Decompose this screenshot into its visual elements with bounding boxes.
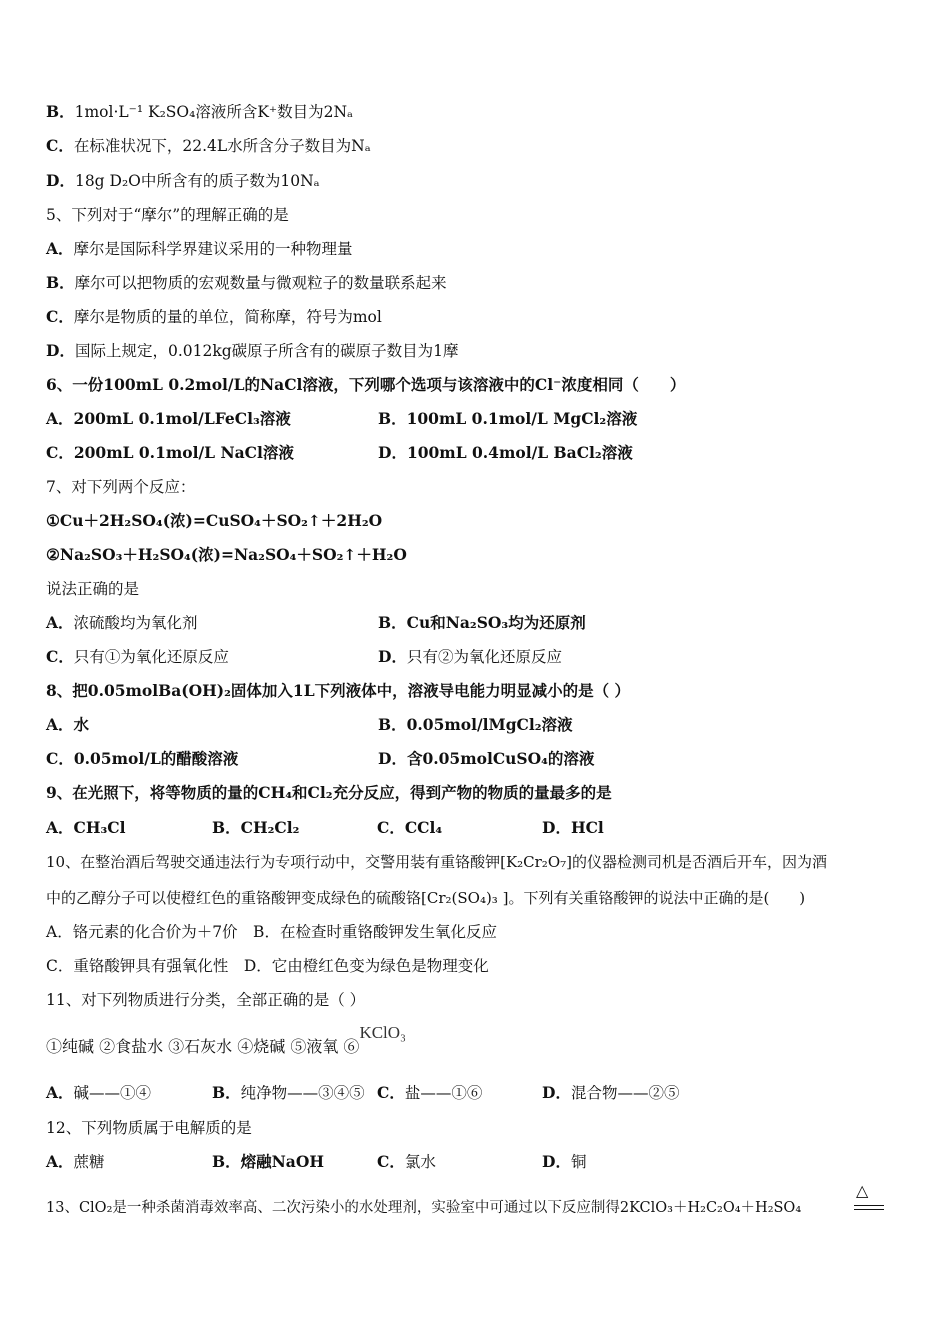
q7-stem: 7、对下列两个反应：	[46, 478, 196, 496]
option-text: 1mol·L⁻¹ K₂SO₄溶液所含K⁺数目为2Nₐ	[74, 103, 353, 121]
q13-stem: 13、ClO₂是一种杀菌消毒效率高、二次污染小的水处理剂，实验室中可通过以下反应制得2KClO₃＋H₂C₂O₄＋H₂SO₄	[46, 1200, 802, 1216]
q12-stem: 12、下列物质属于电解质的是	[46, 1119, 252, 1137]
q6-option-c: 200mL 0.1mol/L NaCl溶液	[73, 443, 294, 462]
q12-option-b: 熔融NaOH	[240, 1152, 324, 1171]
option-letter: C．	[46, 749, 74, 768]
q12-option-a: 蔗糖	[73, 1153, 105, 1171]
q5-option-a	[46, 239, 353, 259]
option-letter: C．	[46, 443, 74, 462]
option-letter: B．	[212, 818, 241, 837]
option-letter: B．	[212, 1083, 241, 1102]
option-letter: D．	[46, 171, 75, 190]
q5-stem: 5、下列对于“摩尔”的理解正确的是	[46, 206, 289, 224]
q7-option-b: Cu和Na₂SO₃均为还原剂	[406, 613, 586, 632]
option-letter: A．	[46, 818, 74, 837]
option-letter: D．	[542, 818, 571, 837]
q11-option-d: 混合物——②⑤	[570, 1084, 680, 1102]
q10-stem-line1: 10、在整治酒后驾驶交通违法行为专项行动中，交警用装有重铬酸钾[K₂Cr₂O₇]的仪器检测司机是否酒后开车，因为酒	[46, 853, 827, 871]
q11-option-c: 盐——①⑥	[404, 1084, 483, 1102]
option-letter: C．	[377, 1152, 405, 1171]
q10-options-cd: C．重铬酸钾具有强氧化性 D．它由橙红色变为绿色是物理变化	[46, 957, 489, 975]
q11-option-b: 纯净物——③④⑤	[240, 1084, 365, 1102]
q6-option-b: 100mL 0.1mol/L MgCl₂溶液	[406, 409, 638, 428]
option-letter: D．	[378, 443, 407, 462]
q8-option-d: 含0.05molCuSO₄的溶液	[406, 749, 595, 768]
q12-option-c: 氯水	[404, 1153, 436, 1171]
q7-reaction-1: ①Cu＋2H₂SO₄(浓)=CuSO₄＋SO₂↑＋2H₂O	[46, 511, 383, 530]
q9-option-a: CH₃Cl	[73, 818, 126, 837]
q7-option-a: 浓硫酸均为氧化剂	[73, 614, 198, 632]
q6-option-a: 200mL 0.1mol/LFeCl₃溶液	[73, 409, 291, 428]
option-text: 摩尔是物质的量的单位，简称摩，符号为mol	[73, 308, 382, 326]
q6-option-d: 100mL 0.4mol/L BaCl₂溶液	[406, 443, 633, 462]
q4-option-d	[46, 171, 320, 191]
option-letter: A．	[46, 1152, 74, 1171]
q9-stem: 9、在光照下，将等物质的量的CH₄和Cl₂充分反应，得到产物的物质的量最多的是	[46, 783, 612, 802]
q6-stem: 6、一份100mL 0.2mol/L的NaCl溶液，下列哪个选项与该溶液中的Cl⁻浓度相同（ ）	[46, 375, 686, 394]
q9-option-b: CH₂Cl₂	[240, 818, 300, 837]
q12-options	[46, 1152, 946, 1172]
option-letter: D．	[542, 1152, 571, 1171]
q7-options-ab	[46, 613, 946, 633]
q8-options-cd	[46, 749, 946, 769]
option-letter: B．	[378, 715, 407, 734]
option-letter: C．	[46, 136, 74, 155]
option-letter: D．	[542, 1083, 571, 1102]
option-letter: D．	[378, 749, 407, 768]
q8-option-c: 0.05mol/L的醋酸溶液	[73, 749, 239, 768]
option-letter: D．	[46, 341, 75, 360]
q4-option-c	[46, 136, 371, 156]
q11-options	[46, 1083, 946, 1103]
q11-items	[46, 1023, 406, 1057]
q5-option-c	[46, 307, 382, 327]
q8-stem: 8、把0.05molBa(OH)₂固体加入1L下列液体中，溶液导电能力明显减小的是（ ）	[46, 681, 630, 700]
q8-option-a: 水	[73, 715, 90, 734]
option-letter: C．	[46, 307, 74, 326]
q7-option-c: 只有①为氧化还原反应	[73, 648, 229, 666]
q7-reaction-2: ②Na₂SO₃＋H₂SO₄(浓)=Na₂SO₄＋SO₂↑＋H₂O	[46, 545, 407, 564]
q6-options-ab	[46, 409, 946, 429]
q10-stem-line2: 中的乙醇分子可以使橙红色的重铬酸钾变成绿色的硫酸铬[Cr₂(SO₄)₃ ]。下列有关重铬酸钾的说法中正确的是( )	[46, 889, 806, 907]
q5-option-b	[46, 273, 447, 293]
option-letter: A．	[46, 613, 74, 632]
option-letter: B．	[378, 613, 407, 632]
option-letter: B．	[46, 273, 75, 292]
option-letter: B．	[46, 102, 75, 121]
option-text: 国际上规定，0.012kg碳原子所含有的碳原子数目为1摩	[74, 342, 459, 360]
option-letter: A．	[46, 239, 74, 258]
q7-options-cd	[46, 647, 946, 667]
q9-option-d: HCl	[570, 818, 604, 837]
q4-option-b	[46, 102, 353, 122]
option-letter: B．	[378, 409, 407, 428]
option-text: 在标准状况下，22.4L水所含分子数目为Nₐ	[73, 137, 371, 155]
option-letter: C．	[377, 818, 405, 837]
option-letter: D．	[378, 647, 407, 666]
q9-options	[46, 818, 946, 838]
q8-options-ab	[46, 715, 946, 735]
option-letter: B．	[212, 1152, 241, 1171]
option-letter: A．	[46, 1083, 74, 1102]
q11-item-list: ①纯碱 ②食盐水 ③石灰水 ④烧碱 ⑤液氧 ⑥	[46, 1037, 360, 1056]
option-letter: C．	[46, 647, 74, 666]
q11-option-a: 碱——①④	[73, 1084, 152, 1102]
option-text: 摩尔可以把物质的宏观数量与微观粒子的数量联系起来	[74, 274, 447, 292]
equation-equals-bar	[854, 1205, 884, 1210]
q12-option-d: 铜	[570, 1153, 587, 1171]
q10-options-ab: A．铬元素的化合价为＋7价 B．在检查时重铬酸钾发生氧化反应	[46, 923, 497, 941]
q11-item-kclo3: KClO₃	[359, 1023, 406, 1042]
option-letter: A．	[46, 715, 74, 734]
option-text: 18g D₂O中所含有的质子数为10Nₐ	[74, 172, 320, 190]
option-letter: C．	[377, 1083, 405, 1102]
heat-delta-symbol: △	[856, 1181, 869, 1200]
option-letter: A．	[46, 409, 74, 428]
q9-option-c: CCl₄	[404, 818, 443, 837]
q8-option-b: 0.05mol/lMgCl₂溶液	[406, 715, 573, 734]
q11-stem: 11、对下列物质进行分类，全部正确的是（ ）	[46, 991, 366, 1009]
q6-options-cd	[46, 443, 946, 463]
q7-prompt: 说法正确的是	[46, 580, 140, 598]
q5-option-d	[46, 341, 459, 361]
q7-option-d: 只有②为氧化还原反应	[406, 648, 562, 666]
option-text: 摩尔是国际科学界建议采用的一种物理量	[73, 240, 353, 258]
